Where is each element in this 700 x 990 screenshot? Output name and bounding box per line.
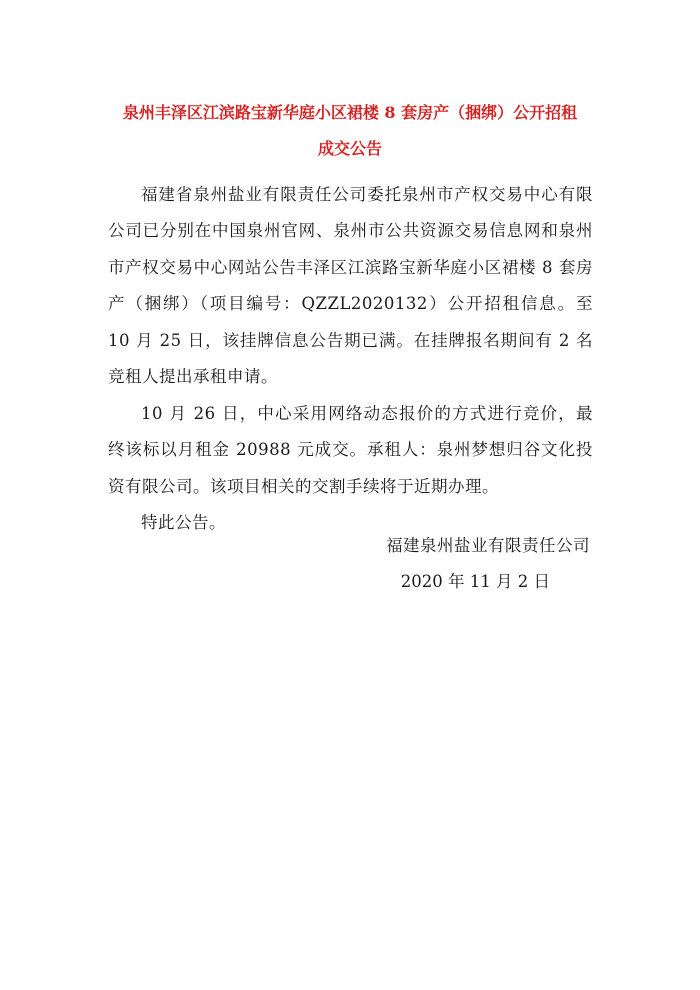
paragraph-closing: 特此公告。 (141, 512, 226, 532)
paragraph-intro: 福建省泉州盐业有限责任公司委托泉州市产权交易中心有限公司已分别在中国泉州官网、泉州市公共资源交易信息网和泉州市产权交易中心网站公告丰泽区江滨路宝新华庭小区裙楼 8 套房产（捆绑）（项目编号：QZZL2020132）公开招租信息。至 10 月 25 日，该挂牌信息公告期已满。在挂牌报名期间有 2 名竞租人提出承租申请。 (108, 184, 593, 386)
paragraph-result: 10 月 26 日，中心采用网络动态报价的方式进行竞价，最终该标以月租金 20988 元成交。承租人：泉州梦想归谷文化投资有限公司。该项目相关的交割手续将于近期办理。 (108, 403, 593, 496)
announcement-title: 泉州丰泽区江滨路宝新华庭小区裙楼 8 套房产（捆绑）公开招租 (122, 103, 578, 122)
signature-company: 福建泉州盐业有限责任公司 (386, 536, 590, 555)
announcement-date: 2020 年 11 月 2 日 (400, 572, 550, 591)
announcement-subtitle: 成交公告 (317, 139, 382, 158)
